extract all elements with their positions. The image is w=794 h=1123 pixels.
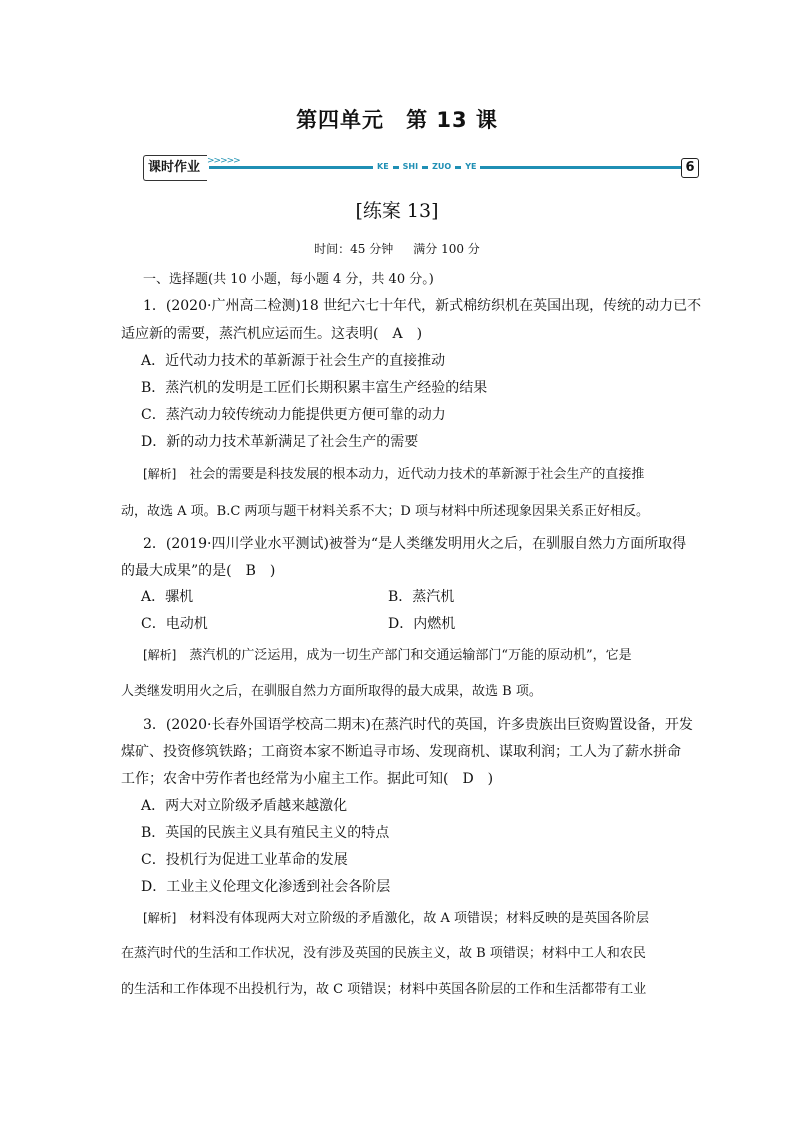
q2-analysis-line2: 人类继发明用火之后，在驯服自然力方面所取得的最大成果，故选 B 项。	[121, 684, 542, 699]
q1-option-a: A．近代动力技术的革新源于社会生产的直接推动	[141, 353, 446, 369]
q1-analysis-line2: 动，故选 A 项。B.C 两项与题干材料关系不大；D 项与材料中所述现象因果关系正好相反。	[121, 504, 649, 519]
pinyin-zuo: ZUO	[428, 161, 455, 173]
q3-stem-line2: 煤矿、投资修筑铁路；工商资本家不断追寻市场、发现商机、谋取利润；工人为了薪水拼命	[121, 744, 681, 760]
pinyin-ye: YE	[461, 161, 480, 173]
q2-option-b: B．蒸汽机	[388, 589, 455, 605]
q2-option-a: A．骡机	[141, 589, 194, 605]
lesson-title: 第 13 课	[406, 108, 498, 132]
page-title	[0, 104, 794, 134]
q3-stem-line1: 3．(2020·长春外国语学校高二期末)在蒸汽时代的英国，许多贵族出巨资购置设备，开发	[143, 717, 693, 733]
q2-analysis-line1	[143, 645, 632, 666]
q2-analysis-text1: 蒸汽机的广泛运用，成为一切生产部门和交通运输部门“万能的原动机”，它是	[189, 648, 632, 663]
q3-analysis-line1	[143, 908, 649, 929]
q3-stem-line3: 工作；农舍中劳作者也经常为小雇主工作。据此可知( D )	[121, 771, 494, 787]
q1-analysis-label: [解析]	[143, 467, 177, 481]
banner-number: 6	[681, 158, 699, 178]
q2-option-c: C．电动机	[141, 616, 208, 632]
q3-option-b: B．英国的民族主义具有殖民主义的特点	[141, 825, 390, 841]
banner-tag: 课时作业	[143, 155, 207, 181]
exam-score: 满分 100 分	[413, 242, 480, 256]
q3-option-d: D．工业主义伦理文化渗透到社会各阶层	[141, 879, 391, 895]
unit-title: 第四单元	[296, 108, 385, 132]
q1-option-c: C．蒸汽动力较传统动力能提供更方便可靠的动力	[141, 407, 446, 423]
q1-stem-line1: 1．(2020·广州高二检测)18 世纪六七十年代，新式棉纺织机在英国出现，传统的动力已不	[143, 298, 702, 314]
q1-analysis-text1: 社会的需要是科技发展的根本动力，近代动力技术的革新源于社会生产的直接推	[189, 467, 645, 482]
arrows-icon: >>>>>	[207, 156, 240, 166]
banner-pinyin	[373, 161, 480, 173]
section-heading: 一、选择题(共 10 小题，每小题 4 分，共 40 分。)	[143, 272, 434, 287]
pinyin-shi: SHI	[399, 161, 422, 173]
q2-stem-line1: 2．(2019·四川学业水平测试)被誉为“是人类继发明用火之后，在驯服自然力方面所取得	[143, 536, 687, 552]
homework-banner	[143, 152, 703, 186]
q3-option-a: A．两大对立阶级矛盾越来越激化	[141, 798, 348, 814]
q3-analysis-line3: 的生活和工作体现不出投机行为，故 C 项错误；材料中英国各阶层的工作和生活都带有工业	[121, 982, 647, 997]
q3-analysis-line2: 在蒸汽时代的生活和工作状况，没有涉及英国的民族主义，故 B 项错误；材料中工人和农民	[121, 946, 646, 961]
q2-option-d: D．内燃机	[388, 616, 456, 632]
q1-analysis-line1	[143, 464, 644, 485]
practice-label: [练案 13]	[355, 200, 439, 222]
q2-stem-line2: 的最大成果”的是( B )	[121, 563, 276, 579]
exam-meta	[0, 240, 794, 257]
q3-option-c: C．投机行为促进工业革命的发展	[141, 852, 348, 868]
q3-analysis-text1: 材料没有体现两大对立阶级的矛盾激化，故 A 项错误；材料反映的是英国各阶层	[189, 911, 650, 926]
q1-option-d: D．新的动力技术革新满足了社会生产的需要	[141, 434, 419, 450]
q3-analysis-label: [解析]	[143, 911, 177, 925]
q1-option-b: B．蒸汽机的发明是工匠们长期积累丰富生产经验的结果	[141, 380, 488, 396]
exam-time: 时间：45 分钟	[314, 242, 394, 256]
q1-stem-line2: 适应新的需要，蒸汽机应运而生。这表明( A )	[121, 326, 423, 342]
q2-analysis-label: [解析]	[143, 648, 177, 662]
pinyin-ke: KE	[373, 161, 393, 173]
